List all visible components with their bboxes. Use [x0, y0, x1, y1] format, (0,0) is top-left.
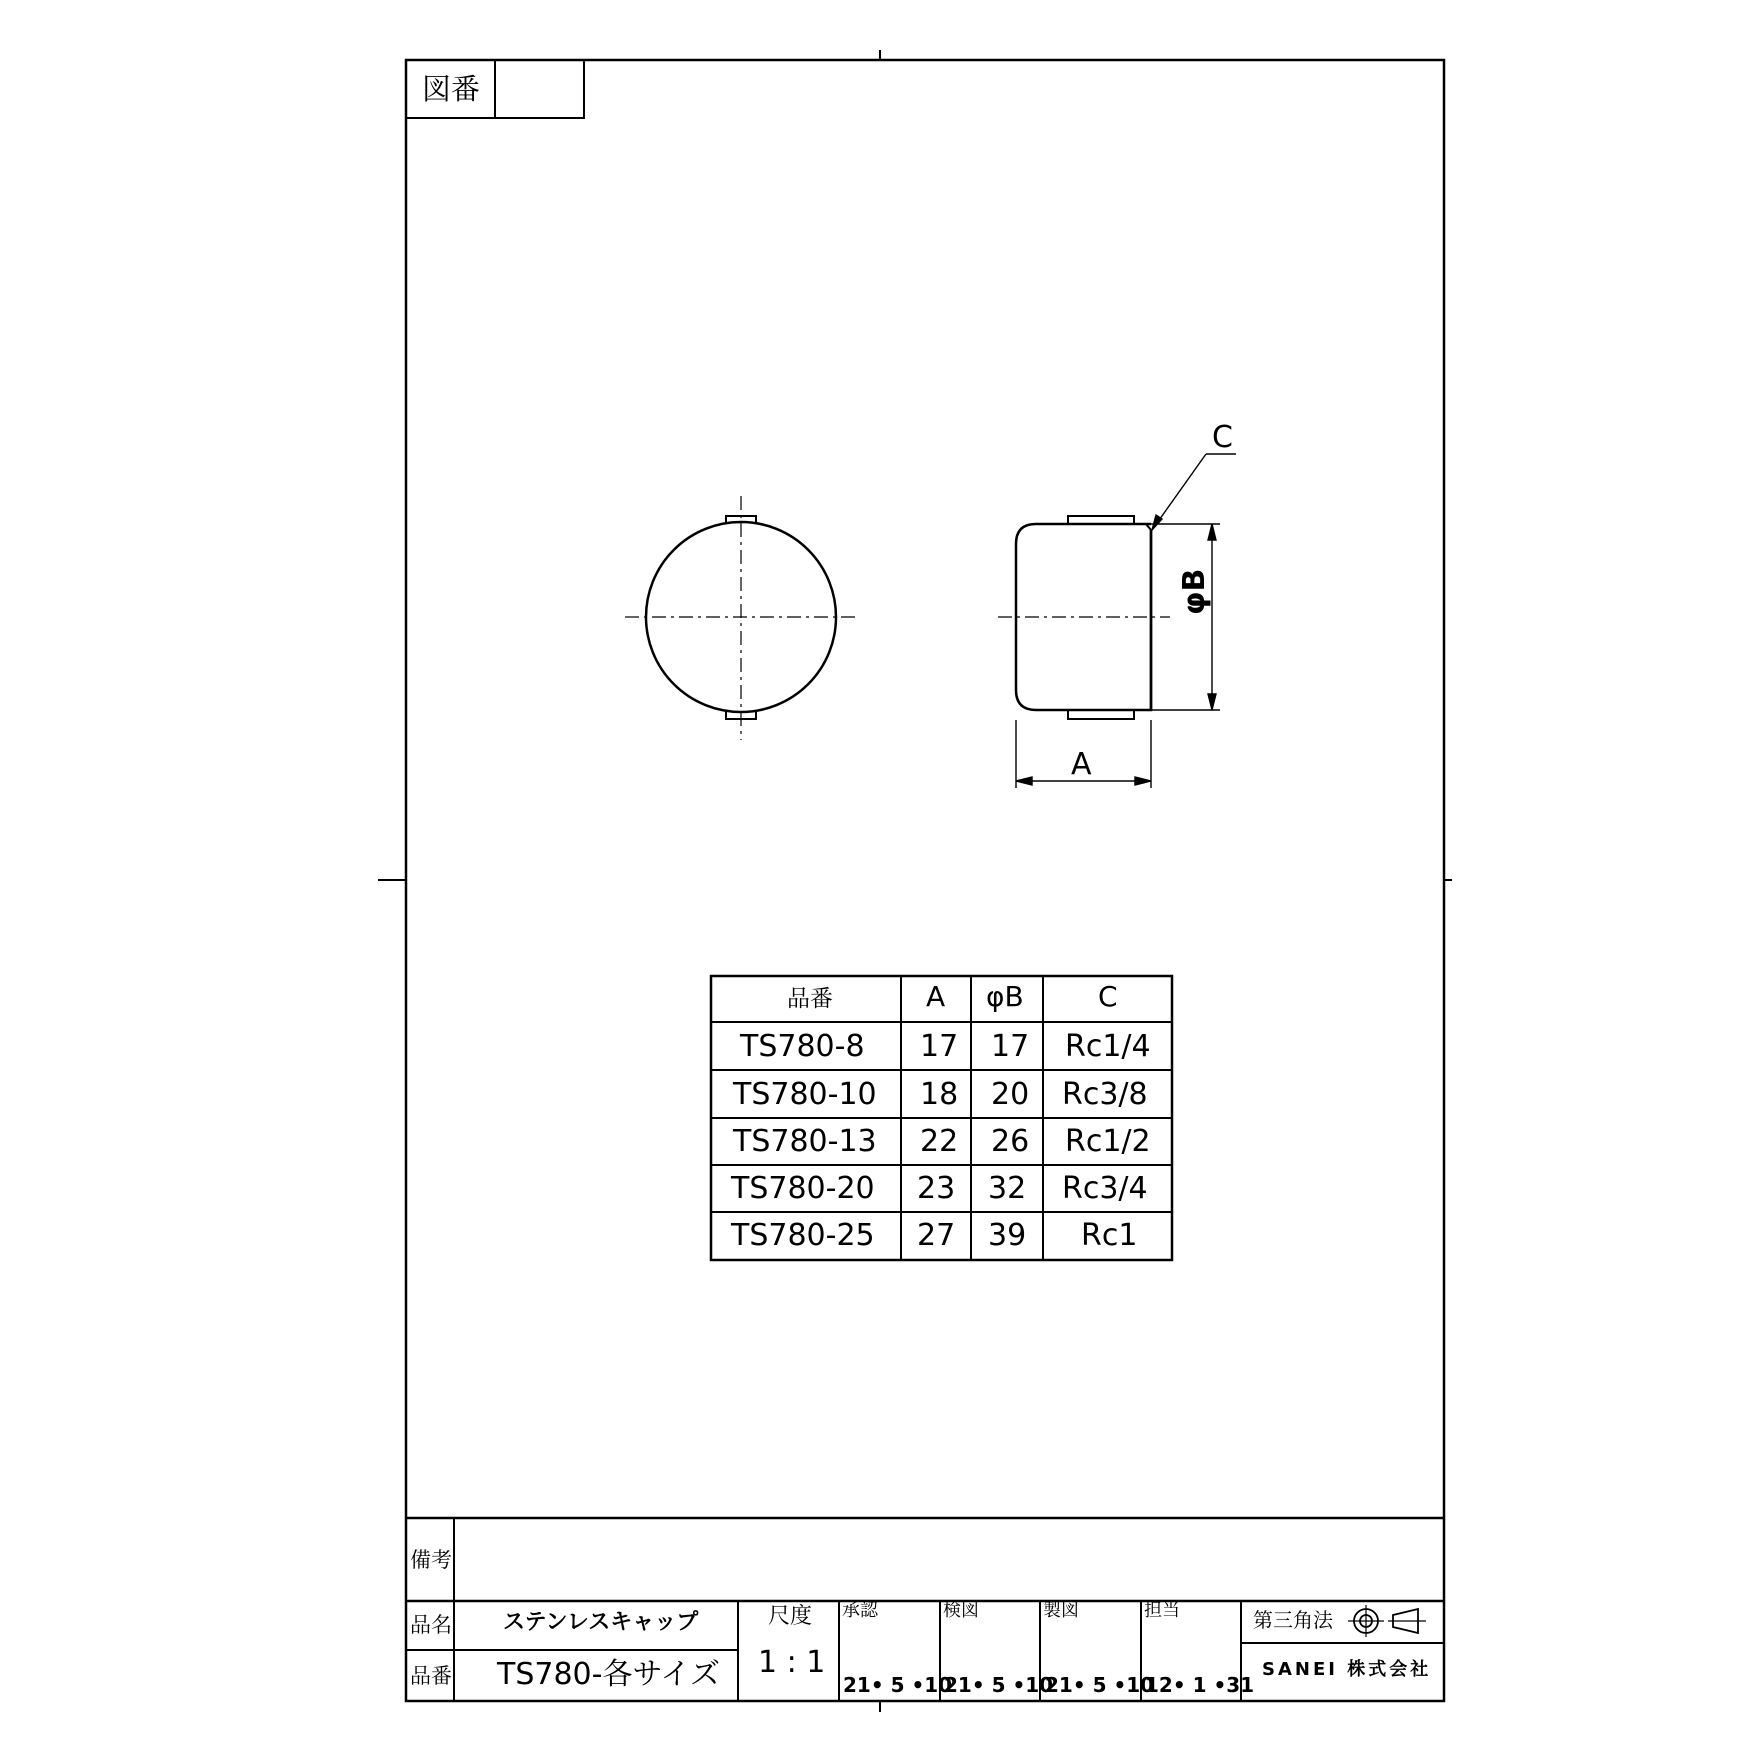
drawing-number-label: 図番: [422, 72, 481, 106]
table-header-a: A: [926, 980, 946, 1013]
table-row-a: 17: [920, 1029, 959, 1064]
remarks-label: 備考: [410, 1548, 452, 1572]
length-label: A: [1071, 747, 1092, 782]
table-row-a: 18: [920, 1077, 959, 1112]
drawn-label: 製図: [1043, 1600, 1079, 1621]
table-header-b: φB: [986, 980, 1024, 1013]
table-row-b: 17: [991, 1029, 1030, 1064]
table-row-a: 23: [917, 1171, 956, 1206]
table-row-part-number: TS780-13: [733, 1124, 877, 1159]
table-row-part-number: TS780-20: [731, 1171, 875, 1206]
table-row-part-number: TS780-10: [733, 1077, 877, 1112]
table-row-b: 20: [991, 1077, 1030, 1112]
drawn-date: 21• 5 •10: [1045, 1673, 1155, 1697]
product-name-label: 品名: [410, 1613, 452, 1637]
side-view: [998, 516, 1170, 719]
scale-label: 尺度: [768, 1604, 813, 1629]
front-view: [625, 496, 856, 740]
checked-date: 21• 5 •10: [944, 1673, 1054, 1697]
product-number-label: 品番: [410, 1664, 452, 1688]
chamfer-leader: [1152, 454, 1236, 530]
in-charge-date: 12• 1 •31: [1145, 1673, 1255, 1697]
in-charge-label: 担当: [1144, 1600, 1180, 1621]
product-number-value: TS780-各サイズ: [497, 1657, 721, 1692]
table-row-b: 32: [988, 1171, 1027, 1206]
table-row-part-number: TS780-8: [740, 1029, 865, 1064]
third-angle-projection-symbol: [1348, 1605, 1426, 1637]
company-name: SANEI 株式会社: [1262, 1659, 1432, 1680]
table-row-a: 27: [917, 1218, 956, 1253]
table-row-c: Rc1/4: [1065, 1029, 1151, 1064]
table-row-a: 22: [920, 1124, 959, 1159]
scale-value: 1 : 1: [758, 1645, 826, 1680]
table-row-b: 26: [991, 1124, 1030, 1159]
checked-label: 検図: [943, 1600, 979, 1621]
chamfer-label: C: [1212, 420, 1233, 455]
table-row-part-number: TS780-25: [731, 1218, 875, 1253]
approved-label: 承認: [842, 1600, 878, 1621]
product-name-value: ステンレスキャップ: [503, 1610, 699, 1635]
table-row-c: Rc1: [1081, 1218, 1138, 1253]
table-row-c: Rc3/4: [1062, 1171, 1148, 1206]
approved-date: 21• 5 •10: [843, 1673, 953, 1697]
table-row-c: Rc3/8: [1062, 1077, 1148, 1112]
table-header-c: C: [1098, 980, 1118, 1013]
table-header-part-number: 品番: [787, 986, 833, 1012]
sheet-border: [406, 60, 1444, 1701]
table-row-c: Rc1/2: [1065, 1124, 1151, 1159]
projection-label: 第三角法: [1253, 1608, 1333, 1632]
table-row-b: 39: [988, 1218, 1027, 1253]
diameter-label: φB: [1177, 568, 1212, 615]
